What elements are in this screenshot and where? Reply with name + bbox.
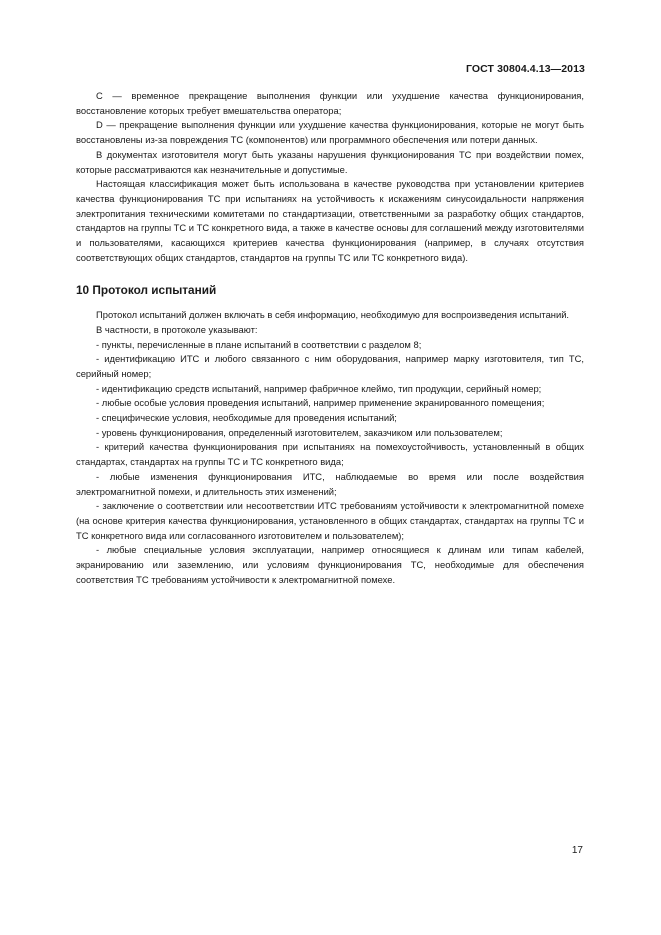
list-item: - заключение о соответствии или несоответствии ИТС требованиям устойчивости к электромагнитной помехе (на основе критерия качества функционирования, установленного в общих стандартах, стандартах на группы ТС и ТС конкретного вида или согласованного изготовителем и пользователем); <box>76 500 584 541</box>
list-item: - уровень функционирования, определенный изготовителем, заказчиком или пользователем; <box>96 426 503 438</box>
list-item: - любые специальные условия эксплуатации, например относящиеся к длинам или типам кабелей, экранированию или заземлению, или условиям функционирования ТС, необходимые для обеспечения соответствия ТС требованиям устойчивости к электромагнитной помехе. <box>76 544 584 585</box>
list-item: - любые изменения функционирования ИТС, наблюдаемые во время или после воздействия электромагнитной помехи, и длительность этих изменений; <box>76 470 584 497</box>
paragraph-classification <box>76 177 584 265</box>
list-item: - пункты, перечисленные в плане испытаний в соответствии с разделом 8; <box>96 338 422 350</box>
paragraph-criterion-c-text: C — временное прекращение выполнения функции или ухудшение качества функционирования, восстановление которых требует вмешательства оператора; <box>76 90 584 116</box>
paragraph-classification-text: Настоящая классификация может быть использована в качестве руководства при установлении критериев качества функционирования ТС при испытаниях на устойчивость к искажениям синусоидальности напряжения электропитания техническими комитетами по стандартизации, ответственными за разработку общих стандартов, стандартов на группы ТС и ТС конкретного вида, а также в качестве основы для соглашений между изготовителями и пользователями, касающихся критериев качества функционирования (например, в случаях отсутствия соответствующих общих стандартов, стандартов на группы ТС или ТС конкретного вида). <box>76 178 584 263</box>
paragraph-protocol <box>76 308 584 323</box>
paragraph-in-particular <box>76 323 584 338</box>
section-heading: 10 Протокол испытаний <box>76 283 217 298</box>
paragraph-protocol-text: Протокол испытаний должен включать в себя информацию, необходимую для воспроизведения испытаний. <box>96 309 570 321</box>
list-item: - идентификацию средств испытаний, например фабричное клеймо, тип продукции, серийный номер; <box>96 382 542 394</box>
document-code: ГОСТ 30804.4.13—2013 <box>465 63 585 75</box>
requirements-list <box>76 338 584 588</box>
paragraph-manufacturer-docs <box>76 148 584 177</box>
paragraph-criterion-d-text: D — прекращение выполнения функции или ухудшение качества функционирования, которые не могут быть восстановлены из-за повреждения ТС (компонентов) или программного обеспечения или потери данных. <box>76 119 584 146</box>
page-number: 17 <box>571 845 583 856</box>
paragraph-manufacturer-docs-text: В документах изготовителя могут быть указаны нарушения функционирования ТС при воздействии помех, которые рассматриваются как незначительные и допустимые. <box>76 148 584 175</box>
paragraph-criterion-d <box>76 118 584 147</box>
page-content <box>76 89 584 588</box>
list-item: - специфические условия, необходимые для проведения испытаний; <box>96 412 397 424</box>
list-item: - любые особые условия проведения испытаний, например применение экранированного помещения; <box>96 397 545 409</box>
list-item: - критерий качества функционирования при испытаниях на помехоустойчивость, установленный в общих стандартах, стандартах на группы ТС и ТС конкретного вида; <box>76 441 584 468</box>
paragraph-in-particular-text: В частности, в протоколе указывают: <box>96 323 258 335</box>
list-item: - идентификацию ИТС и любого связанного с ним оборудования, например марку изготовителя, тип ТС, серийный номер; <box>76 353 584 379</box>
paragraph-criterion-c <box>76 89 584 118</box>
